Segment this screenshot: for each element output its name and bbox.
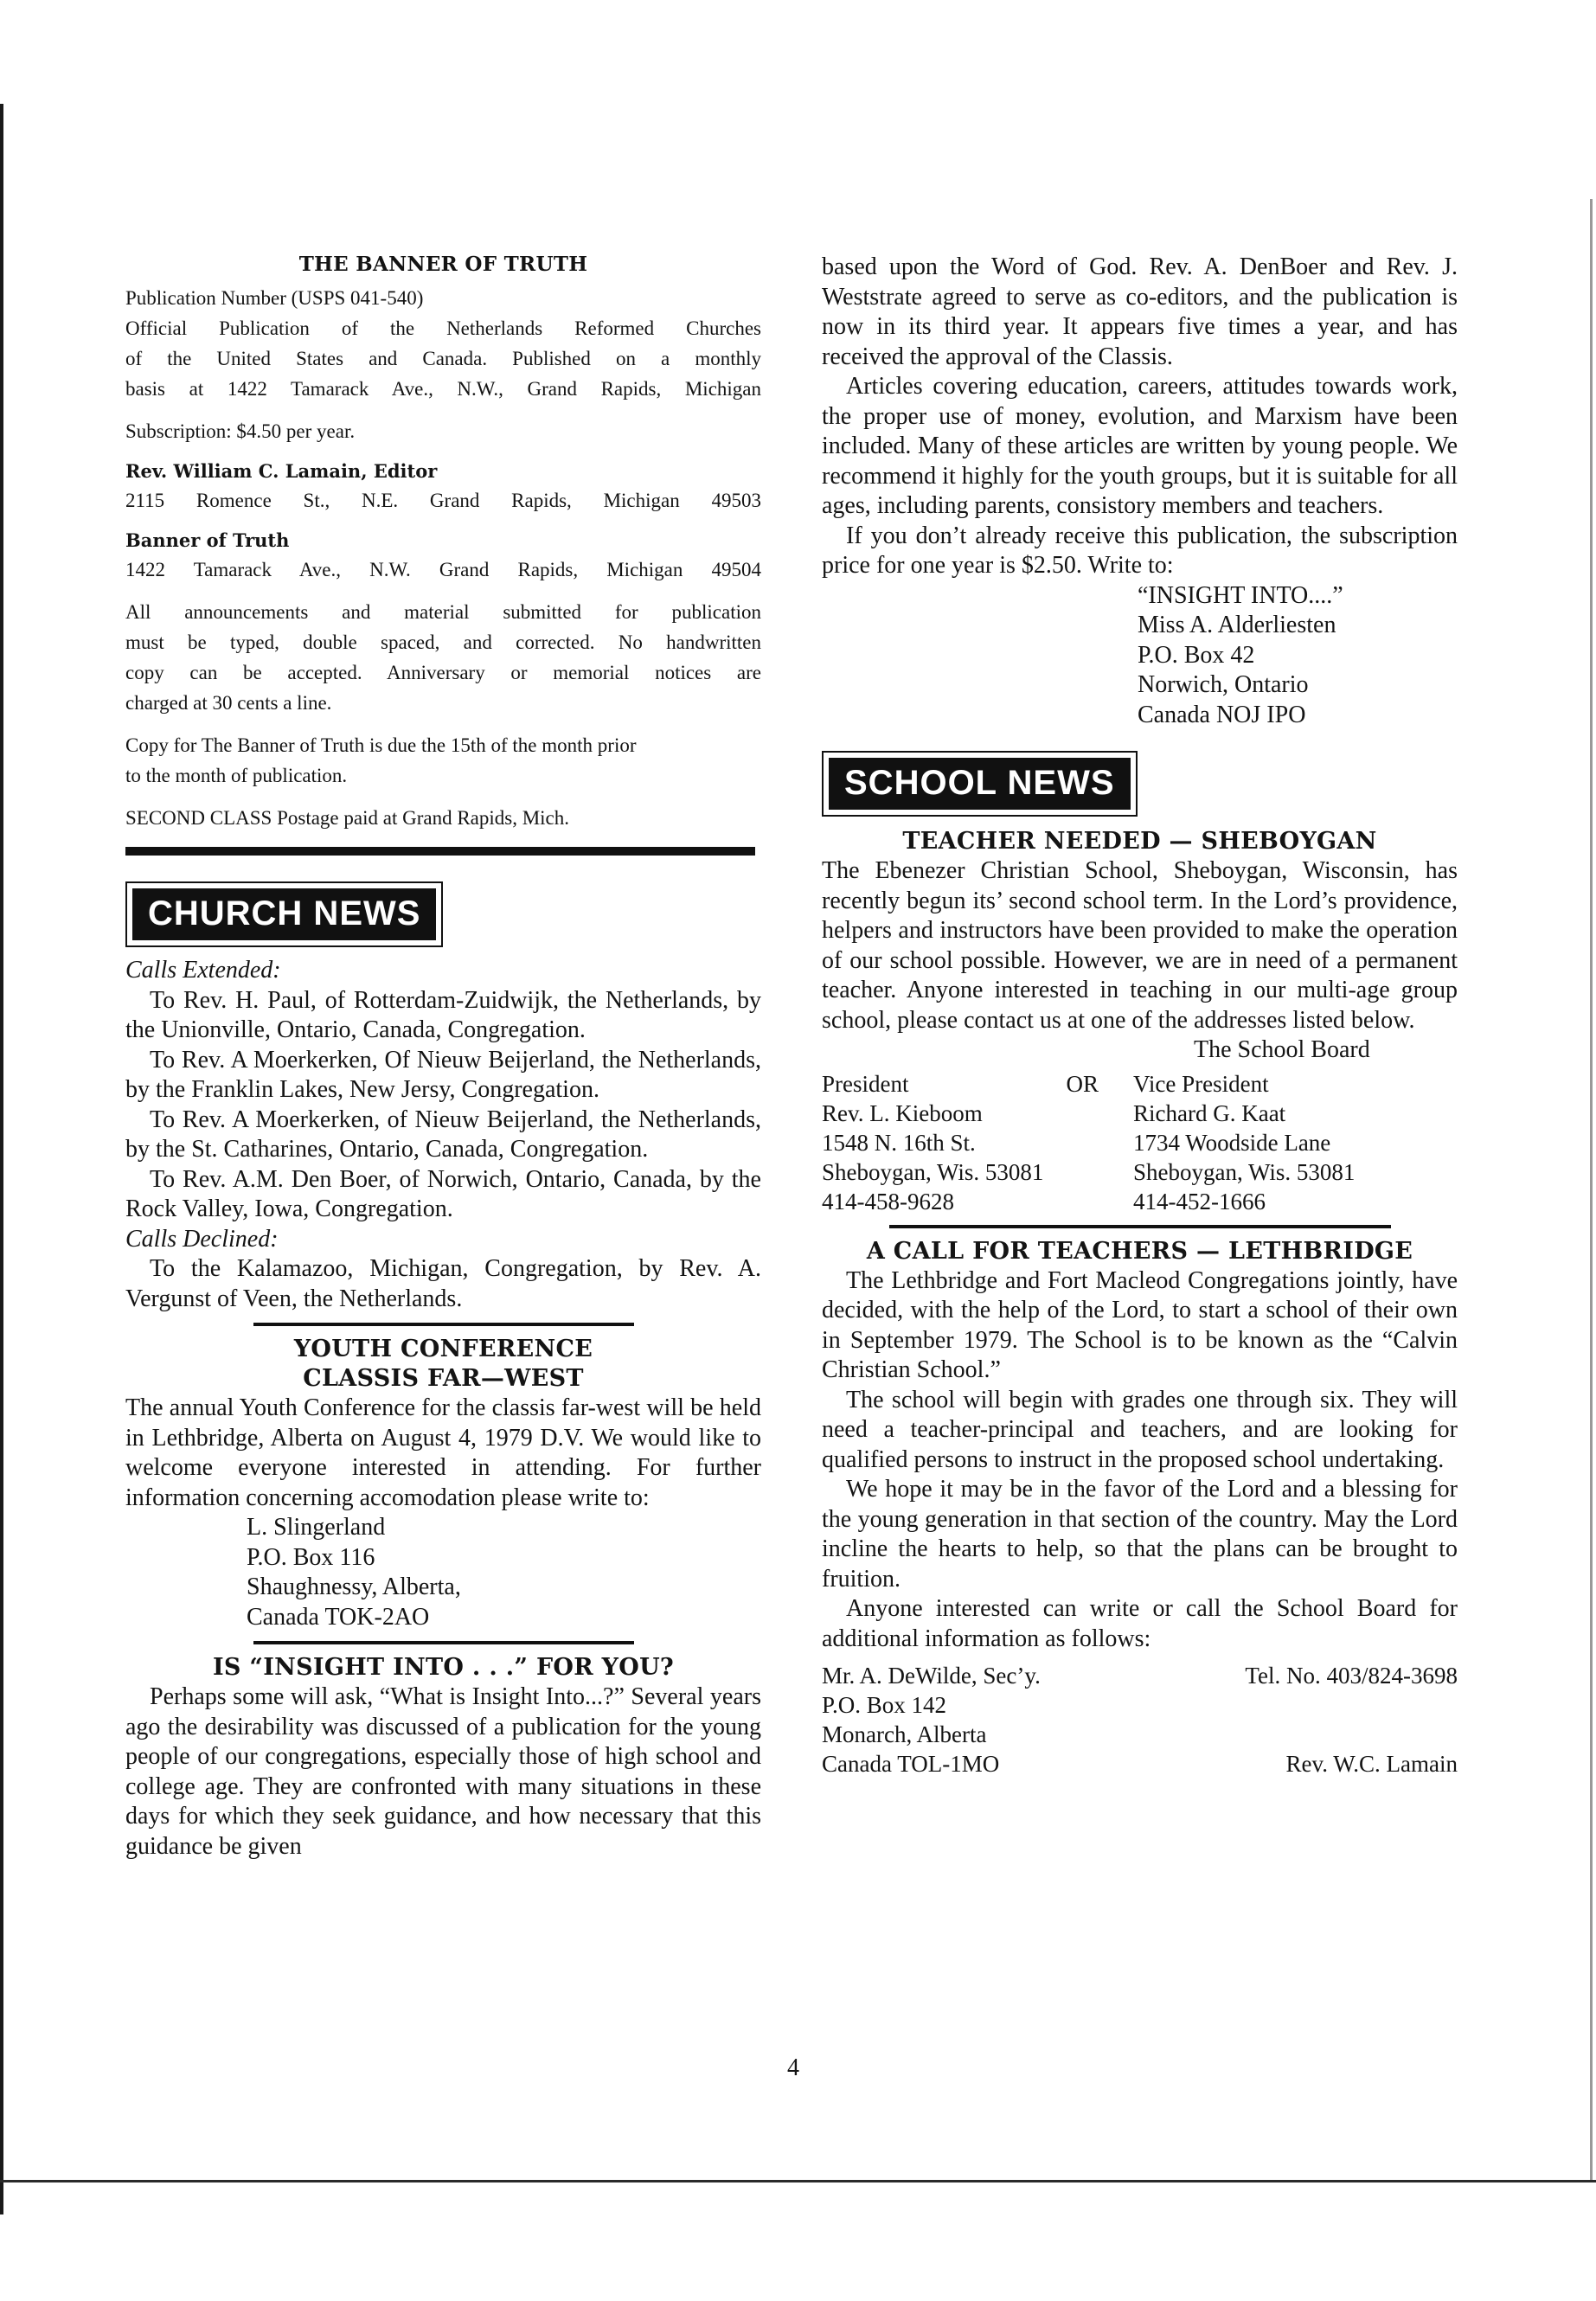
editor-address: 2115 Romence St., N.E. Grand Rapids, Michigan 49503 bbox=[125, 490, 761, 511]
publication-number: Publication Number (USPS 041-540) bbox=[125, 287, 424, 309]
subscription: Subscription: $4.50 per year. bbox=[125, 420, 356, 442]
youth-heading: YOUTH CONFERENCE bbox=[293, 1336, 593, 1362]
or-label: OR bbox=[1066, 1070, 1099, 1097]
teacher-needed-body: The Ebenezer Christian School, Sheboygan, Wisconsin, has recently begun its’ second school term. In the Lord’s providence, helpers and instructors have been provided to make the operation of our school possible. However, we are in need of a permanent teacher. Anyone interested in teaching in our multi-age group school, please contact us at one of the addresses listed below. bbox=[822, 857, 1458, 1034]
call-item: To Rev. A Moerkerken, of Nieuw Beijerland, the Netherlands, by the St. Catharines, Ontario, Canada, Congregation. bbox=[125, 1106, 761, 1163]
masthead-title: THE BANNER OF TRUTH bbox=[298, 253, 588, 276]
signature: Rev. W.C. Lamain bbox=[1285, 1751, 1458, 1777]
insight-section bbox=[125, 1653, 761, 1862]
call-item: To Rev. A Moerkerken, Of Nieuw Beijerland, the Netherlands, by the Franklin Lakes, New Jersy, Congregation. bbox=[125, 1046, 761, 1103]
call-item: To Rev. A.M. Den Boer, of Norwich, Ontario, Canada, by the Rock Valley, Iowa, Congregation. bbox=[125, 1165, 761, 1222]
school-board: The School Board bbox=[1194, 1036, 1370, 1063]
board-contacts: President OR Vice President Rev. L. Kieboom Richard G. Kaat 1548 N. 16th St. 1734 Woodside Lane Sheboygan, Wis. 53081 Sheboygan, Wis. 53081 414-458-9628 414-452-1666 bbox=[822, 1070, 1356, 1215]
scan-edge-left bbox=[0, 104, 3, 2214]
insight-body: Perhaps some will ask, “What is Insight Into...?” Several years ago the desirability was discussed of a publication for the young people of our congregations, especially those of high school and college age. They are confronted with many situations in these days for which they seek guidance, and how necessary that this guidance be given bbox=[125, 1683, 761, 1860]
masthead-rule bbox=[125, 847, 755, 856]
youth-heading: CLASSIS FAR—WEST bbox=[303, 1365, 584, 1392]
insight-address: “INSIGHT INTO....” Miss A. Alderliesten P.O. Box 42 Norwich, Ontario Canada NOJ IPO bbox=[1138, 581, 1343, 728]
section-rule bbox=[253, 1641, 634, 1644]
teacher-needed-heading: TEACHER NEEDED — SHEBOYGAN bbox=[902, 828, 1377, 855]
call-declined-item: To the Kalamazoo, Michigan, Congregation, by Rev. A. Vergunst of Veen, the Netherlands. bbox=[125, 1255, 761, 1312]
call-item: To Rev. H. Paul, of Rotterdam-Zuidwijk, the Netherlands, by the Unionville, Ontario, Canada, Congregation. bbox=[125, 986, 761, 1043]
cft-paragraph: Anyone interested can write or call the School Board for additional information as follows: bbox=[822, 1595, 1458, 1652]
insight-body-continued: based upon the Word of God. Rev. A. DenBoer and Rev. J. Weststrate agreed to serve as co-editors, and the publication is now in its third year. It appears five times a year, and has received the approval of the Classis. bbox=[822, 253, 1458, 370]
cft-paragraph: The Lethbridge and Fort Macleod Congregations jointly, have decided, with the help of the Lord, to start a school of their own in September 1979. The School is to be known as the “Calvin Christian School.” bbox=[822, 1266, 1458, 1383]
church-news-banner-wrap bbox=[125, 881, 489, 947]
teacher-needed bbox=[822, 827, 1458, 1216]
cft-paragraph: The school will begin with grades one through six. They will need a teacher-principal and teachers, and are looking for qualified persons to instruct in the proposed school undertaking. bbox=[822, 1386, 1458, 1473]
announcement-line: copy can be accepted. Anniversary or memorial notices are bbox=[125, 662, 761, 683]
official-line: of the United States and Canada. Published on a monthly bbox=[125, 348, 761, 369]
editor-name: Rev. William C. Lamain, Editor bbox=[125, 460, 438, 482]
official-line: basis at 1422 Tamarack Ave., N.W., Grand Rapids, Michigan bbox=[125, 378, 761, 400]
page-number: 4 bbox=[787, 2054, 799, 2081]
insight-body-continued: Articles covering education, careers, attitudes towards work, the proper use of money, evolution, and Marxism have been included. Many of these articles are written by young people. We recommend it highly for the youth groups, but it is suitable for all ages, including parents, consistory members and teachers. bbox=[822, 373, 1458, 519]
insight-body-continued: If you don’t already receive this publication, the subscription price for one year is $2.50. Write to: bbox=[822, 522, 1458, 579]
official-line: Official Publication of the Netherlands Reformed Churches bbox=[125, 317, 761, 339]
office-address: 1422 Tamarack Ave., N.W. Grand Rapids, Michigan 49504 bbox=[125, 559, 761, 580]
copy-due: Copy for The Banner of Truth is due the 15th of the month prior bbox=[125, 734, 637, 756]
calls-declined-label: Calls Declined: bbox=[125, 1225, 279, 1253]
call-for-teachers-heading: A CALL FOR TEACHERS — LETHBRIDGE bbox=[866, 1237, 1413, 1265]
announcement-line: charged at 30 cents a line. bbox=[125, 692, 332, 714]
cft-contact: Mr. A. DeWilde, Sec’y. Tel. No. 403/824-3698 P.O. Box 142 Monarch, Alberta Canada TOL-1MO Rev. W.C. Lamain bbox=[822, 1663, 1458, 1777]
postage-note: SECOND CLASS Postage paid at Grand Rapids, Mich. bbox=[125, 807, 570, 829]
section-rule bbox=[889, 1225, 1391, 1228]
office-name: Banner of Truth bbox=[125, 529, 290, 551]
youth-body: The annual Youth Conference for the classis far-west will be held in Lethbridge, Alberta on August 4, 1979 D.V. We would like to welcome everyone interested in attending. For further information concerning accomodation please write to: bbox=[125, 1394, 761, 1511]
church-news bbox=[125, 956, 761, 1314]
insight-continued bbox=[822, 253, 1458, 730]
copy-due: to the month of publication. bbox=[125, 765, 348, 786]
church-news-banner: CHURCH NEWS bbox=[125, 881, 443, 947]
youth-conference bbox=[125, 1335, 761, 1632]
school-news-banner: SCHOOL NEWS bbox=[822, 751, 1138, 817]
school-news-banner-wrap bbox=[822, 751, 1142, 817]
left-column bbox=[125, 253, 761, 1862]
right-column bbox=[822, 253, 1458, 1779]
calls-extended-label: Calls Extended: bbox=[125, 957, 281, 984]
scan-edge-right bbox=[1590, 199, 1593, 2180]
cft-paragraph: We hope it may be in the favor of the Lord and a blessing for the young generation in that section of the country. May the Lord incline the hearts to help, so that the plans can be brought to fruition. bbox=[822, 1476, 1458, 1593]
youth-address: L. Slingerland P.O. Box 116 Shaughnessy, Alberta, Canada TOK-2AO bbox=[247, 1514, 461, 1631]
section-rule bbox=[253, 1323, 634, 1326]
scan-edge-bottom bbox=[0, 2180, 1596, 2182]
insight-heading: IS “INSIGHT INTO . . .” FOR YOU? bbox=[212, 1654, 675, 1681]
announcement-line: must be typed, double spaced, and corrected. No handwritten bbox=[125, 631, 761, 653]
call-for-teachers bbox=[822, 1237, 1458, 1779]
announcement-line: All announcements and material submitted for publication bbox=[125, 601, 761, 623]
masthead bbox=[125, 253, 761, 856]
